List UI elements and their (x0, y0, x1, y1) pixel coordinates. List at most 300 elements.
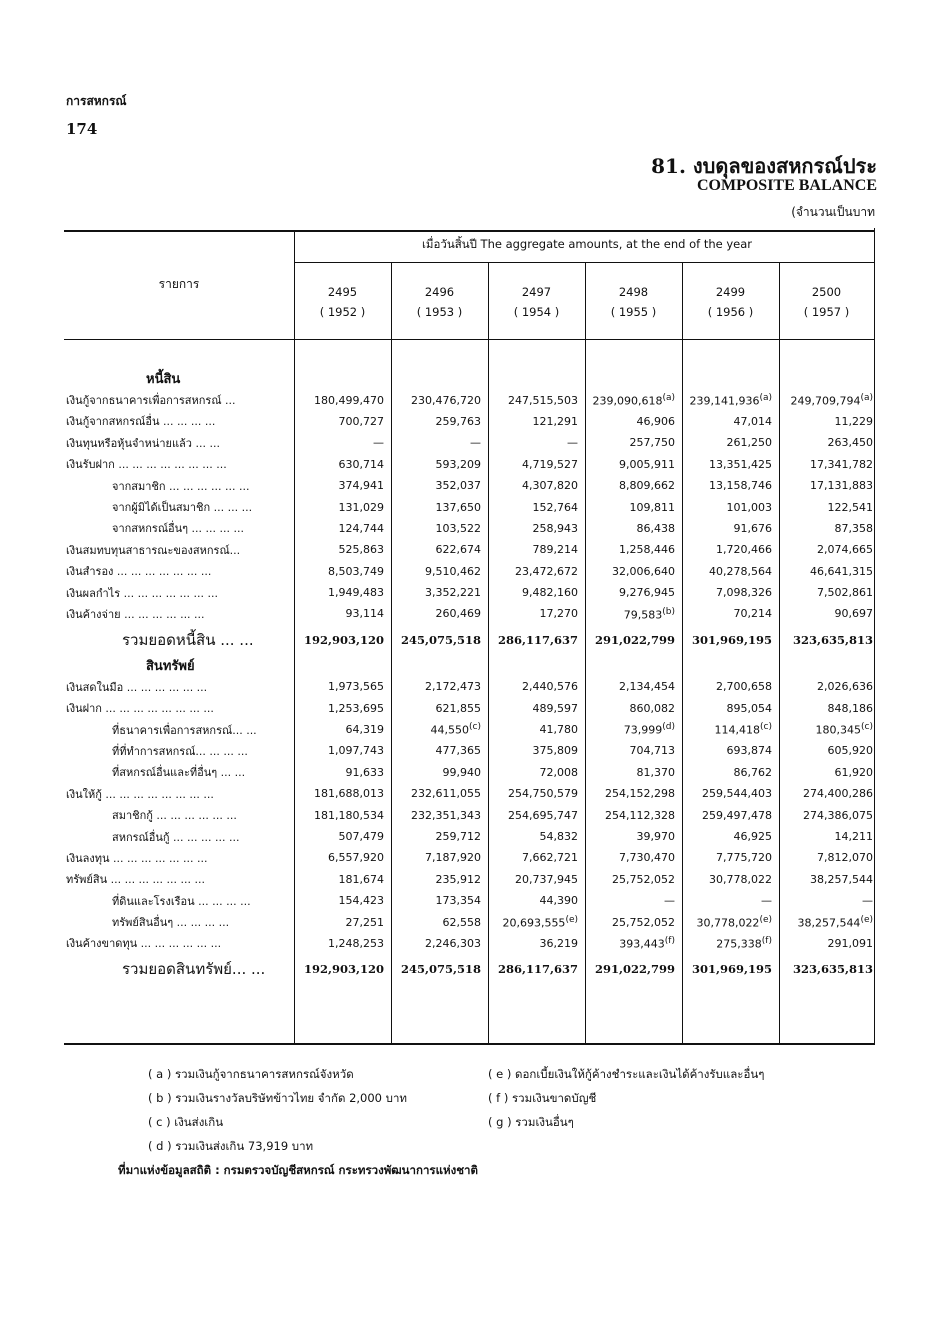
value-cell (586, 783, 683, 804)
row-label: เงินลงทุน ... ... ... ... ... ... ... (66, 851, 208, 865)
value-cell (586, 389, 683, 410)
cell-value: 895,054 (726, 701, 772, 715)
value-cell (489, 697, 586, 718)
value-cell (392, 869, 489, 890)
cell-value: 91,676 (733, 521, 772, 535)
value-cell (683, 826, 780, 847)
table-row (66, 518, 877, 539)
value-cell (780, 740, 877, 761)
cell-value: 274,400,286 (803, 787, 873, 801)
value-cell (392, 454, 489, 475)
cell-value: 47,014 (733, 414, 772, 428)
cell-value: 301,969,195 (691, 632, 772, 647)
value-cell (586, 676, 683, 697)
value-cell (392, 783, 489, 804)
value-cell (295, 954, 392, 984)
footnote-d: ( d ) รวมเงินส่งเกิน 73,919 บาท (148, 1139, 314, 1153)
footnote-marker: (a) (759, 392, 772, 403)
value-cell (392, 539, 489, 560)
value-cell (295, 411, 392, 432)
cell-value: 789,214 (532, 543, 578, 557)
cell-value: 259,497,478 (702, 808, 772, 822)
value-cell (295, 762, 392, 783)
footnote-marker: (c) (760, 722, 772, 733)
cell-value: 477,365 (435, 744, 481, 758)
value-cell (489, 561, 586, 582)
cell-value: 323,635,813 (792, 962, 873, 977)
value-cell (683, 911, 780, 932)
value-cell (489, 890, 586, 911)
table-caption: เมื่อวันสิ้นปี The aggregate amounts, at the end of the year (421, 237, 753, 251)
cell-value: 848,186 (827, 701, 873, 715)
total-row (66, 954, 877, 984)
year-ad: ( 1953 ) (416, 305, 463, 319)
year-ad: ( 1956 ) (707, 305, 754, 319)
value-cell (586, 804, 683, 825)
row-label: จากผู้มิได้เป็นสมาชิก ... ... ... (112, 501, 253, 515)
value-cell (780, 582, 877, 603)
column-header (682, 282, 779, 322)
section-header-row (66, 655, 877, 676)
row-label: สมาชิกกู้ ... ... ... ... ... ... (112, 809, 237, 823)
cell-value: 103,522 (435, 521, 481, 535)
value-cell (392, 954, 489, 984)
table-row (66, 911, 877, 932)
cell-value: 232,351,343 (411, 808, 481, 822)
header-bottom-rule (64, 339, 875, 340)
cell-value: 291,022,799 (594, 962, 675, 977)
cell-value: 247,515,503 (508, 393, 578, 407)
item-column-header: รายการ (158, 277, 200, 291)
cell-value: 7,098,326 (716, 586, 772, 600)
value-cell (780, 561, 877, 582)
empty-cell (780, 655, 877, 676)
row-label: เงินค้างจ่าย ... ... ... ... ... ... (66, 607, 205, 621)
value-cell (586, 496, 683, 517)
cell-value: 23,472,672 (515, 564, 578, 578)
cell-value: 254,750,579 (508, 787, 578, 801)
section-label: สินทรัพย์ (146, 658, 195, 674)
section-header-row (66, 368, 877, 389)
value-cell (780, 676, 877, 697)
value-cell (586, 582, 683, 603)
cell-value: 20,737,945 (515, 872, 578, 886)
value-cell (489, 847, 586, 868)
value-cell (392, 432, 489, 453)
cell-value: 2,172,473 (425, 680, 481, 694)
value-cell (780, 954, 877, 984)
cell-value: 693,874 (726, 744, 772, 758)
value-cell (489, 625, 586, 655)
value-cell (683, 518, 780, 539)
value-cell (780, 411, 877, 432)
cell-value: 2,246,303 (425, 936, 481, 950)
value-cell (489, 954, 586, 984)
value-cell (392, 719, 489, 740)
value-cell (295, 561, 392, 582)
value-cell (295, 697, 392, 718)
value-cell (295, 933, 392, 954)
value-cell (489, 389, 586, 410)
cell-value: 46,906 (636, 414, 675, 428)
cell-value: 245,075,518 (400, 962, 481, 977)
year-ad: ( 1955 ) (610, 305, 657, 319)
empty-cell (683, 368, 780, 389)
value-cell (489, 933, 586, 954)
value-cell (780, 719, 877, 740)
value-cell (780, 847, 877, 868)
cell-value: 86,762 (733, 765, 772, 779)
row-label: จากสหกรณ์อื่นๆ ... ... ... ... (112, 522, 244, 536)
empty-cell (295, 368, 392, 389)
value-cell (683, 954, 780, 984)
cell-value: 181,688,013 (314, 787, 384, 801)
value-cell (392, 625, 489, 655)
footnote-marker: (a) (662, 392, 675, 403)
cell-value: 274,386,075 (803, 808, 873, 822)
year-thai: 2497 (521, 285, 552, 299)
cell-value: 131,029 (338, 500, 384, 514)
cell-value: 25,752,052 (612, 915, 675, 929)
value-cell (780, 518, 877, 539)
value-cell (295, 890, 392, 911)
value-cell (489, 911, 586, 932)
cell-value: 4,307,820 (522, 479, 578, 493)
value-cell (295, 496, 392, 517)
value-cell (295, 539, 392, 560)
table-row (66, 890, 877, 911)
value-cell (392, 804, 489, 825)
cell-value: 259,763 (435, 414, 481, 428)
cell-value: 90,697 (834, 607, 873, 621)
value-cell (489, 783, 586, 804)
value-cell (780, 454, 877, 475)
value-cell (586, 518, 683, 539)
table-row (66, 740, 877, 761)
cell-value: 393,443 (619, 937, 665, 951)
value-cell (683, 762, 780, 783)
value-cell (586, 740, 683, 761)
cell-value: 86,438 (636, 521, 675, 535)
column-header (488, 282, 585, 322)
value-cell (295, 475, 392, 496)
row-label: ที่ธนาคารเพื่อการสหกรณ์... ... (112, 723, 257, 737)
cell-value: 323,635,813 (792, 632, 873, 647)
cell-value: 239,090,618 (592, 394, 663, 408)
value-cell (780, 475, 877, 496)
value-cell (392, 389, 489, 410)
table-row (66, 804, 877, 825)
cell-value: 375,809 (532, 744, 578, 758)
value-cell (586, 954, 683, 984)
total-row (66, 625, 877, 655)
value-cell (489, 539, 586, 560)
value-cell (780, 762, 877, 783)
table-row (66, 603, 877, 624)
cell-value: 62,558 (442, 915, 481, 929)
row-label: จากสมาชิก ... ... ... ... ... ... (112, 479, 250, 493)
cell-value: 260,469 (435, 607, 481, 621)
value-cell (489, 869, 586, 890)
cell-value: 181,674 (338, 872, 384, 886)
value-cell (392, 582, 489, 603)
cell-value: 114,418 (714, 723, 761, 737)
cell-value: 25,752,052 (612, 872, 675, 886)
cell-value: 121,291 (532, 414, 578, 428)
cell-value: 124,744 (338, 521, 384, 535)
value-cell (489, 676, 586, 697)
cell-value: 81,370 (636, 765, 675, 779)
row-label: เงินรับฝาก ... ... ... ... ... ... ... ... (66, 458, 227, 472)
cell-value: 275,338 (716, 937, 762, 951)
cell-value: 254,112,328 (605, 808, 675, 822)
cell-value: 860,082 (629, 701, 675, 715)
cell-value: 61,920 (834, 765, 873, 779)
value-cell (586, 697, 683, 718)
table-bottom-rule (64, 1043, 875, 1045)
table-row (66, 454, 877, 475)
value-cell (392, 826, 489, 847)
cell-value: 8,809,662 (619, 479, 675, 493)
value-cell (295, 783, 392, 804)
value-cell (392, 496, 489, 517)
value-cell (780, 496, 877, 517)
cell-value: 7,662,721 (522, 851, 578, 865)
cell-value: 36,219 (539, 936, 578, 950)
empty-cell (586, 368, 683, 389)
value-cell (489, 432, 586, 453)
value-cell (683, 561, 780, 582)
footnote-f: ( f ) รวมเงินขาดบัญชี (488, 1091, 597, 1105)
table-row (66, 676, 877, 697)
footnote-marker: (e) (565, 914, 578, 925)
cell-value: 30,778,022 (709, 872, 772, 886)
value-cell (683, 933, 780, 954)
row-label: เงินกู้จากสหกรณ์อื่น ... ... ... ... (66, 415, 216, 429)
cell-value: 1,097,743 (328, 744, 384, 758)
cell-value: 9,510,462 (425, 564, 481, 578)
cell-value: 17,131,883 (810, 479, 873, 493)
footnote-marker: (f) (761, 936, 772, 947)
row-label: เงินฝาก ... ... ... ... ... ... ... ... (66, 702, 214, 716)
cell-value: 259,712 (435, 830, 481, 843)
unit-note: (จำนวนเป็นบาท (791, 205, 875, 219)
cell-value: — (862, 894, 873, 908)
value-cell (780, 603, 877, 624)
value-cell (295, 676, 392, 697)
value-cell (489, 719, 586, 740)
value-cell (295, 826, 392, 847)
value-cell (586, 475, 683, 496)
row-label: เงินผลกำไร ... ... ... ... ... ... ... (66, 586, 219, 600)
row-label: สหกรณ์อื่นกู้ ... ... ... ... ... (112, 830, 240, 844)
cell-value: 20,693,555 (502, 916, 566, 930)
value-cell (586, 719, 683, 740)
cell-value: — (567, 436, 578, 450)
row-label: เงินทุนหรือหุ้นจำหน่ายแล้ว ... ... (66, 436, 220, 450)
cell-value: 38,257,544 (810, 872, 873, 886)
year-thai: 2495 (327, 285, 358, 299)
cell-value: 232,611,055 (411, 787, 481, 801)
value-cell (586, 625, 683, 655)
value-cell (683, 697, 780, 718)
footnote-marker: (b) (662, 606, 675, 617)
value-cell (683, 783, 780, 804)
year-ad: ( 1957 ) (803, 305, 850, 319)
value-cell (683, 603, 780, 624)
value-cell (780, 804, 877, 825)
cell-value: 137,650 (435, 500, 481, 514)
cell-value: 44,550 (430, 723, 470, 737)
value-cell (683, 432, 780, 453)
row-label: เงินกู้จากธนาคารเพื่อการสหกรณ์ ... (66, 394, 236, 408)
value-cell (295, 625, 392, 655)
cell-value: 91,633 (345, 765, 384, 779)
cell-value: 70,214 (733, 607, 772, 621)
footnote-marker: (f) (664, 936, 675, 947)
cell-value: 38,257,544 (797, 916, 861, 930)
cell-value: 79,583 (623, 608, 663, 622)
empty-cell (392, 655, 489, 676)
value-cell (780, 625, 877, 655)
value-cell (295, 518, 392, 539)
table-top-rule (64, 230, 875, 232)
cell-value: 263,450 (827, 436, 873, 450)
value-cell (392, 847, 489, 868)
cell-value: 2,440,576 (522, 680, 578, 694)
table-row (66, 561, 877, 582)
value-cell (392, 933, 489, 954)
cell-value: 4,719,527 (522, 457, 578, 471)
value-cell (295, 432, 392, 453)
value-cell (586, 762, 683, 783)
cell-value: 30,778,022 (696, 916, 760, 930)
row-label: เงินสำรอง ... ... ... ... ... ... ... (66, 565, 212, 579)
value-cell (683, 539, 780, 560)
cell-value: 258,943 (532, 521, 578, 535)
cell-value: 32,006,640 (612, 564, 675, 578)
cell-value: 286,117,637 (497, 962, 578, 977)
column-header (585, 282, 682, 322)
footnote-marker: (c) (861, 722, 873, 733)
cell-value: 261,250 (726, 436, 772, 450)
cell-value: 254,152,298 (605, 787, 675, 801)
table-title-th: 81. งบดุลของสหกรณ์ประ (651, 154, 877, 178)
cell-value: 11,229 (834, 414, 873, 428)
table-row (66, 869, 877, 890)
table-row (66, 697, 877, 718)
cell-value: 87,358 (834, 521, 873, 535)
table-row (66, 432, 877, 453)
row-label: ทรัพย์สินอื่นๆ ... ... ... ... (112, 916, 230, 930)
footnote-marker: (e) (759, 914, 772, 925)
cell-value: 286,117,637 (497, 632, 578, 647)
cell-value: 41,780 (539, 723, 578, 737)
cell-value: 605,920 (827, 744, 873, 758)
cell-value: 40,278,564 (709, 564, 772, 578)
footnote-c: ( c ) เงินส่งเกิน (148, 1115, 224, 1129)
value-cell (683, 719, 780, 740)
cell-value: 46,925 (733, 830, 772, 843)
value-cell (489, 454, 586, 475)
cell-value: 239,141,936 (689, 394, 760, 408)
value-cell (683, 869, 780, 890)
cell-value: 6,557,920 (328, 851, 384, 865)
footnote-e: ( e ) ดอกเบี้ยเงินให้กู้ค้างชำระและเงินได้ค้างรับและอื่นๆ (488, 1067, 765, 1081)
value-cell (295, 719, 392, 740)
value-cell (683, 389, 780, 410)
cell-value: — (470, 436, 481, 450)
cell-value: 2,026,636 (817, 680, 873, 694)
value-cell (683, 847, 780, 868)
value-cell (489, 826, 586, 847)
cell-value: 259,544,403 (702, 787, 772, 801)
table-row (66, 762, 877, 783)
row-label: ที่ดินและโรงเรือน ... ... ... ... (112, 894, 251, 908)
row-label: เงินสมทบทุนสาธารณะของสหกรณ์... (66, 543, 241, 557)
value-cell (392, 561, 489, 582)
value-cell (489, 603, 586, 624)
value-cell (586, 539, 683, 560)
value-cell (392, 518, 489, 539)
value-cell (392, 475, 489, 496)
value-cell (295, 389, 392, 410)
page-number: 174 (66, 120, 98, 138)
value-cell (780, 389, 877, 410)
cell-value: 593,209 (435, 457, 481, 471)
empty-cell (295, 655, 392, 676)
value-cell (683, 890, 780, 911)
cell-value: 235,912 (435, 872, 481, 886)
value-cell (586, 847, 683, 868)
cell-value: 181,180,534 (314, 808, 384, 822)
cell-value: 257,750 (629, 436, 675, 450)
cell-value: 507,479 (338, 830, 384, 843)
cell-value: 2,134,454 (619, 680, 675, 694)
cell-value: 374,941 (338, 479, 384, 493)
cell-value: 249,709,794 (790, 394, 861, 408)
row-label: ทรัพย์สิน ... ... ... ... ... ... ... (66, 873, 205, 887)
cell-value: 621,855 (435, 701, 481, 715)
cell-value: 7,187,920 (425, 851, 481, 865)
cell-value: — (664, 894, 675, 908)
value-cell (780, 432, 877, 453)
cell-value: 489,597 (532, 701, 578, 715)
cell-value: 152,764 (532, 500, 578, 514)
cell-value: 13,158,746 (709, 479, 772, 493)
empty-cell (683, 655, 780, 676)
value-cell (392, 697, 489, 718)
value-cell (489, 518, 586, 539)
section-name: การสหกรณ์ (66, 94, 127, 108)
value-cell (586, 603, 683, 624)
cell-value: — (761, 894, 772, 908)
source-note: ที่มาแห่งข้อมูลสถิติ : กรมตรวจบัญชีสหกรณ์ กระทรวงพัฒนาการแห่งชาติ (118, 1163, 478, 1177)
cell-value: 9,005,911 (619, 457, 675, 471)
cell-value: 245,075,518 (400, 632, 481, 647)
value-cell (295, 847, 392, 868)
cell-value: 9,276,945 (619, 586, 675, 600)
cell-value: 291,091 (827, 936, 873, 950)
row-label: รวมยอดหนี้สิน ... ... (122, 630, 254, 649)
row-label: ที่สหกรณ์อื่นและที่อื่นๆ ... ... (112, 766, 246, 780)
year-ad: ( 1952 ) (319, 305, 366, 319)
column-header (391, 282, 488, 322)
value-cell (392, 762, 489, 783)
table-body (66, 368, 877, 984)
row-label: ที่ที่ทำการสหกรณ์... ... ... ... (112, 744, 248, 758)
empty-cell (489, 368, 586, 389)
